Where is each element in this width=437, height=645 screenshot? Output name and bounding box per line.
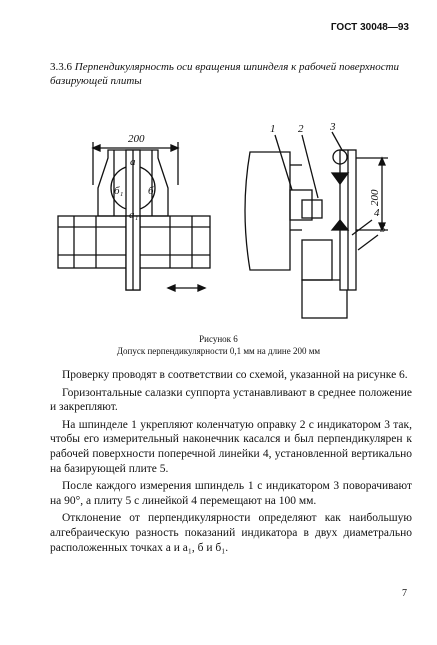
slide-block [302,240,332,280]
leader-2 [302,135,318,198]
figure-tolerance: Допуск перпендикулярности 0,1 мм на длине 200 мм [116,346,321,356]
section-title: Перпендикулярность оси вращения шпинделя к рабочей поверхности базирующей плиты [50,61,400,87]
label-4: 4 [374,207,380,219]
figure-caption: Рисунок 6 [199,334,238,344]
leader-5 [358,235,378,250]
spindle-head [245,152,290,270]
leader-3 [332,132,342,150]
label-a: а [130,156,136,168]
body-text [50,368,412,558]
paragraph-1: Проверку проводят в соответствии со схемой, указанной на рисунке 6. [62,369,408,381]
section-heading [50,60,410,88]
dim-arrow-left-b [171,145,178,151]
paragraph-2: Горизонтальные салазки суппорта устанавливают в среднее положение и закрепляют. [50,386,412,414]
label-a1: а₁ [129,209,139,221]
label-b: б [148,185,154,197]
paragraph-4: После каждого измерения шпиндель 1 с индикатором 3 поворачивают на 90°, а плиту 5 с линейкой 4 перемещают на 100 мм. [50,480,412,507]
spindle-body [290,190,312,220]
figure-6-drawing [40,110,400,335]
section-number: 3.3.6 [50,61,72,73]
label-5: 5 [380,223,386,235]
paragraph-3: На шпинделе 1 укрепляют коленчатую оправку 2 с индикатором 3 так, чтобы его измерительный наконечник касался и был перпендикулярен к рабочей поверхности поперечной линейки 4, установленной вертикально на базирующей плите 5. [50,418,412,475]
label-3: 3 [330,121,336,133]
standard-code: ГОСТ 30048—93 [330,22,409,33]
dim-label-left: 200 [128,133,145,145]
paragraph-5: Отклонение от перпендикулярности определяют как наибольшую алгебраическую разность показаний индикатора в двух диаметрально расположенных точках а и а₁, б и б₁. [50,512,412,554]
dim-arrow-left-a [93,145,100,151]
dim-label-right: 200 [369,189,381,206]
label-1: 1 [270,123,276,135]
page-number: 7 [402,588,407,599]
label-b1: б₁ [114,185,124,197]
label-2: 2 [298,123,304,135]
